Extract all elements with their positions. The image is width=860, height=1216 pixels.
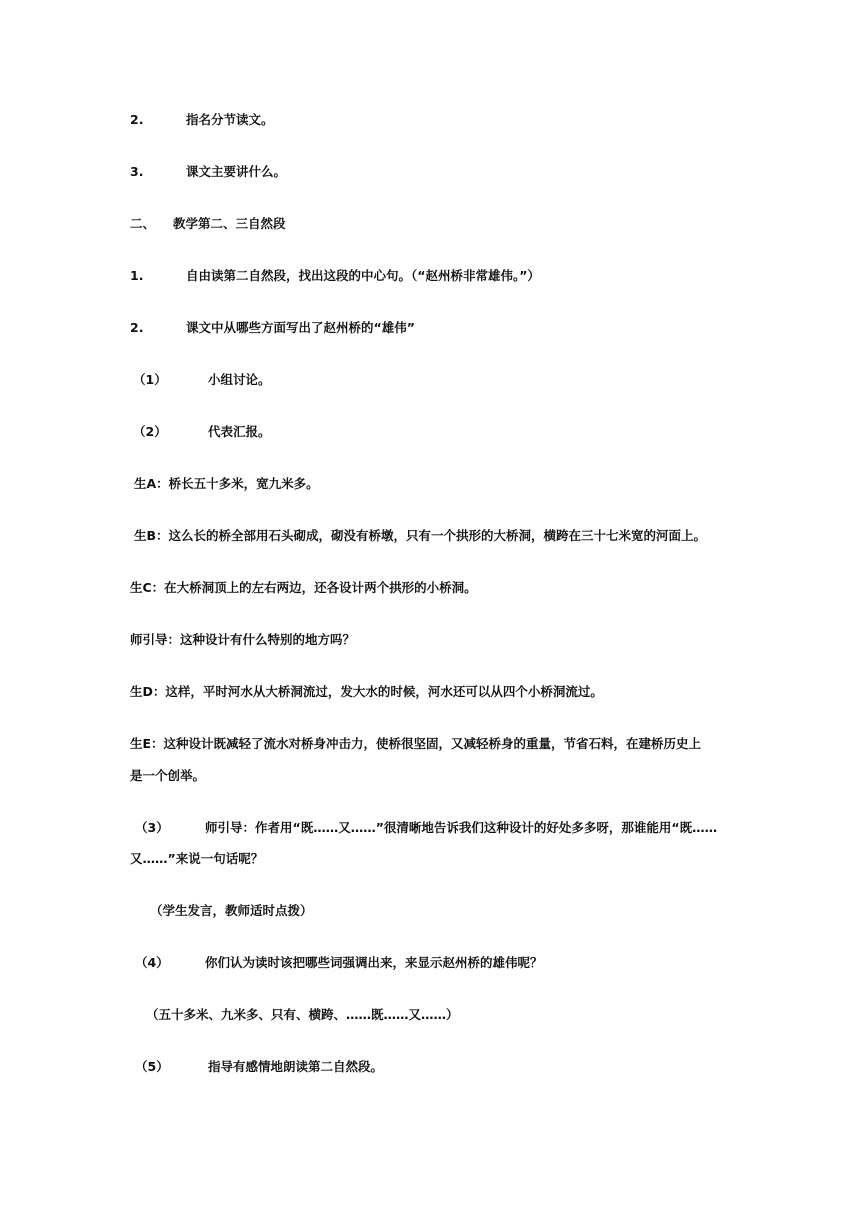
item-text: 代表汇报。: [208, 424, 271, 439]
item-number: 2.: [130, 320, 144, 335]
item-number: （3）: [135, 820, 169, 835]
item-number: 2.: [130, 112, 144, 127]
paragraph-text: 生E：这种设计既减轻了流水对桥身冲击力，使桥很坚固，又减轻桥身的重量，节省石料，在建桥历史上: [130, 736, 702, 751]
item-text: 指导有感情地朗读第二自然段。: [208, 1059, 384, 1074]
section-number: 二、: [130, 216, 156, 231]
item-text: 小组讨论。: [208, 372, 271, 387]
paragraph-text: 是一个创举。: [130, 768, 206, 783]
item-text: 课文中从哪些方面写出了赵州桥的“雄伟”: [186, 320, 415, 335]
paragraph-text: 又……”来说一句话呢？: [130, 851, 264, 866]
item-number: 3.: [130, 164, 144, 179]
paragraph-text: 生A：桥长五十多米，宽九米多。: [134, 476, 319, 491]
item-number: 1.: [130, 268, 144, 283]
item-text: 课文主要讲什么。: [186, 164, 287, 179]
item-text: 师引导：作者用“既……又……”很清晰地告诉我们这种设计的好处多多呀，那谁能用“既……: [205, 820, 718, 835]
item-number: （1）: [133, 372, 167, 387]
item-text: 自由读第二自然段，找出这段的中心句。（“赵州桥非常雄伟。”）: [186, 268, 540, 283]
section-title: 教学第二、三自然段: [173, 216, 286, 231]
item-text: 你们认为读时该把哪些词强调出来，来显示赵州桥的雄伟呢？: [205, 955, 543, 970]
item-text: 指名分节读文。: [186, 112, 274, 127]
paragraph-text: 生D：这样，平时河水从大桥洞流过，发大水的时候，河水还可以从四个小桥洞流过。: [130, 684, 603, 699]
paragraph-text: （学生发言，教师适时点拨）: [150, 903, 313, 918]
paragraph-text: 生C：在大桥洞顶上的左右两边，还各设计两个拱形的小桥洞。: [130, 580, 477, 595]
paragraph-text: 生B：这么长的桥全部用石头砌成，砌没有桥墩，只有一个拱形的大桥洞，横跨在三十七米宽的河面上。: [134, 528, 707, 543]
item-number: （2）: [133, 424, 167, 439]
paragraph-text: （五十多米、九米多、只有、横跨、……既……又……）: [146, 1007, 459, 1022]
paragraph-text: 师引导：这种设计有什么特别的地方吗？: [130, 632, 356, 647]
item-number: （5）: [135, 1059, 169, 1074]
item-number: （4）: [135, 955, 169, 970]
